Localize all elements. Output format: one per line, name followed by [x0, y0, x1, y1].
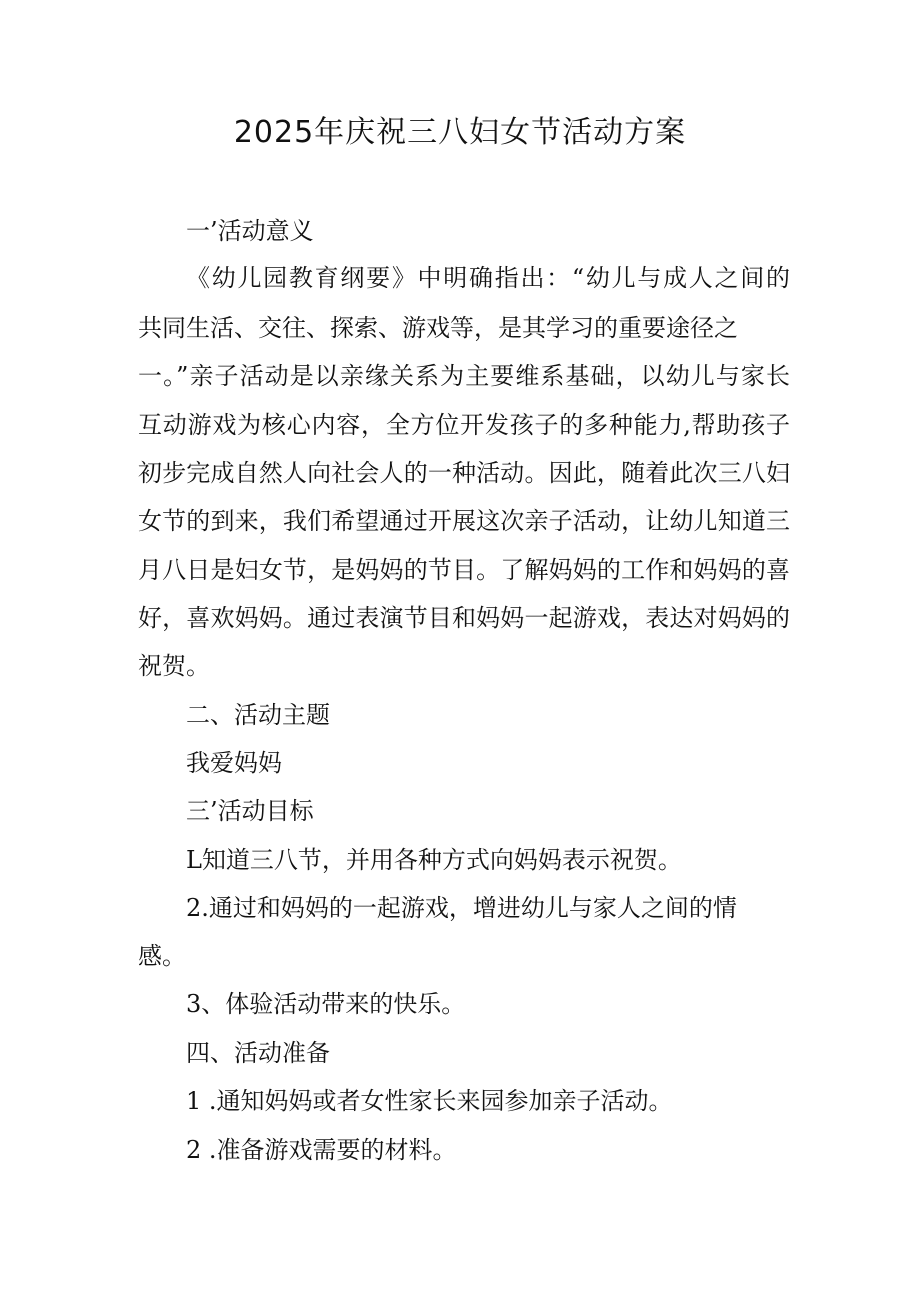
section-2-text: 我爱妈妈	[186, 749, 282, 777]
section-1-paragraph-line: 初步完成自然人向社会人的一种活动。因此，随着此次三八妇	[138, 459, 790, 487]
section-1-paragraph-line: 共同生活、交往、探索、游戏等，是其学习的重要途径之	[138, 314, 738, 342]
section-1-paragraph-line: 月八日是妇女节，是妈妈的节目。了解妈妈的工作和妈妈的喜	[138, 556, 790, 584]
section-1-paragraph-line: 《幼儿园教育纲要》中明确指出：“幼儿与成人之间的	[186, 264, 790, 292]
document-title: 2025年庆祝三八妇女节活动方案	[233, 115, 687, 150]
section-1-paragraph-line: 互动游戏为核心内容，全方位开发孩子的多种能力,帮助孩子	[138, 411, 790, 439]
goal-item-2-continued: 感。	[138, 942, 186, 970]
section-4-heading: 四、活动准备	[186, 1039, 330, 1067]
section-1-paragraph-line: 好，喜欢妈妈。通过表演节目和妈妈一起游戏，表达对妈妈的	[138, 604, 790, 632]
section-1-heading: 一’活动意义	[186, 217, 314, 245]
section-1-paragraph-line: 女节的到来，我们希望通过开展这次亲子活动，让幼儿知道三	[138, 507, 790, 535]
section-1-paragraph-line: 祝贺。	[138, 652, 210, 680]
section-2-heading: 二、活动主题	[186, 701, 330, 729]
goal-item-1: L知道三八节，并用各种方式向妈妈表示祝贺。	[186, 846, 682, 874]
section-3-heading: 三’活动目标	[186, 797, 314, 825]
prep-item-2: 2 .准备游戏需要的材料。	[186, 1136, 457, 1164]
goal-item-2: 2.通过和妈妈的一起游戏，增进幼儿与家人之间的情	[186, 894, 737, 922]
prep-item-1: 1 .通知妈妈或者女性家长来园参加亲子活动。	[186, 1087, 673, 1115]
section-1-paragraph-line: 一。”亲子活动是以亲缘关系为主要维系基础，以幼儿与家长	[138, 362, 790, 390]
goal-item-3: 3、体验活动带来的快乐。	[186, 990, 466, 1018]
